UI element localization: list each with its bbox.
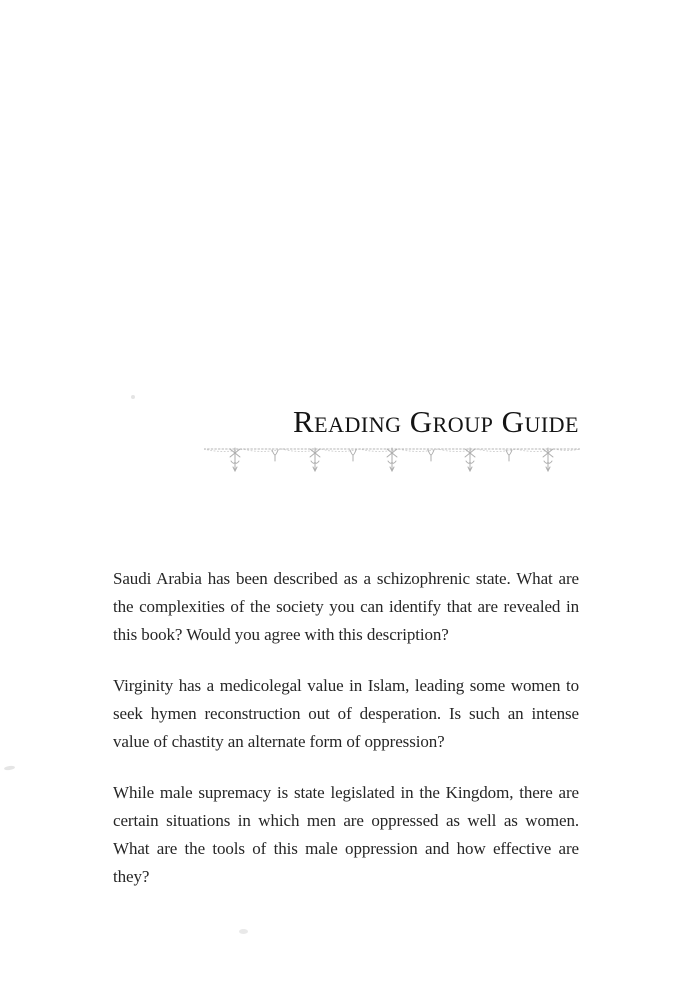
scan-speckle <box>4 765 15 770</box>
page-title: Reading Group Guide <box>293 404 579 439</box>
scan-speckle <box>239 929 248 934</box>
question-paragraph-3: While male supremacy is state legislated in the Kingdom, there are certain situations in which men are oppressed as well as women. What are the tools of this male oppression and how effective are they? <box>113 783 579 886</box>
discussion-questions <box>113 565 579 891</box>
scan-speckle <box>131 395 135 399</box>
question-paragraph-1: Saudi Arabia has been described as a schizophrenic state. What are the complexities of the society you can identify that are revealed in this book? Would you agree with this description? <box>113 569 579 644</box>
fleur-ornament-divider <box>204 446 580 476</box>
question-paragraph-2: Virginity has a medicolegal value in Islam, leading some women to seek hymen reconstruction out of desperation. Is such an intense value of chastity an alternate form of oppression? <box>113 676 579 751</box>
